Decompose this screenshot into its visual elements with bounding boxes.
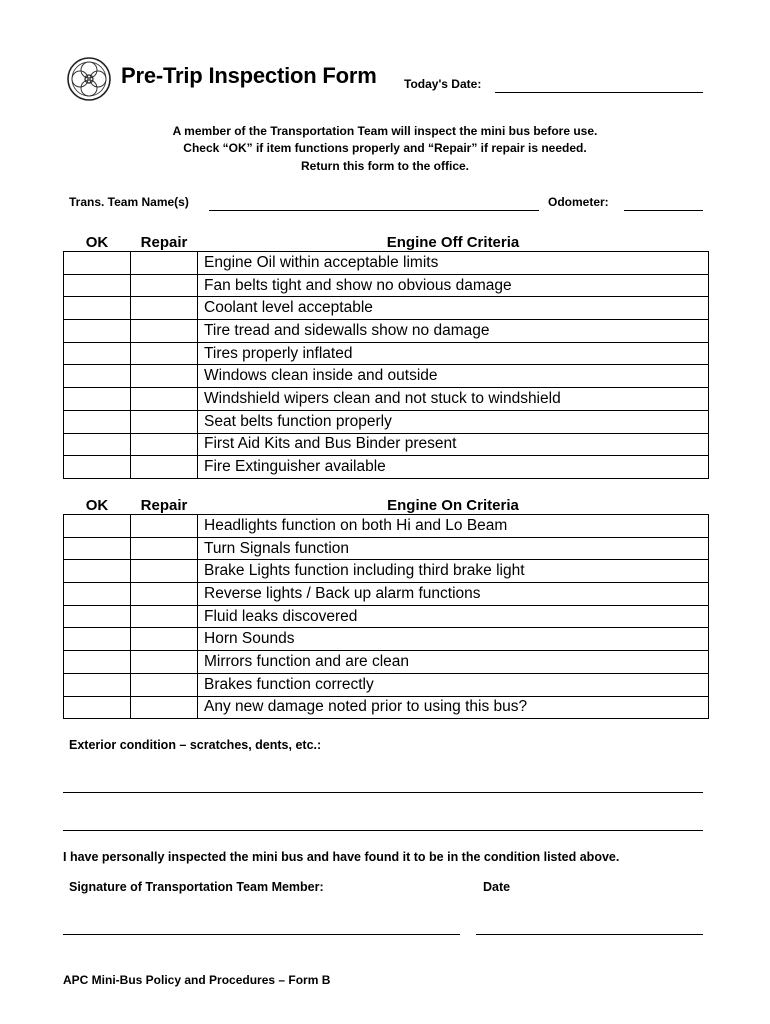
form-footer: APC Mini-Bus Policy and Procedures – Form B <box>63 973 331 987</box>
criteria-item: Engine Oil within acceptable limits <box>198 252 709 275</box>
ok-checkbox[interactable] <box>64 365 131 388</box>
repair-checkbox[interactable] <box>131 673 198 696</box>
form-title: Pre-Trip Inspection Form <box>121 63 377 88</box>
table-row <box>64 605 709 628</box>
exterior-condition-label: Exterior condition – scratches, dents, etc.: <box>69 738 322 752</box>
table-row <box>64 515 709 538</box>
ok-checkbox[interactable] <box>64 515 131 538</box>
repair-column-header: Repair <box>140 234 188 251</box>
criteria-item: Reverse lights / Back up alarm functions <box>198 583 709 606</box>
table-row <box>64 342 709 365</box>
signature-label: Signature of Transportation Team Member: <box>69 880 324 894</box>
repair-checkbox[interactable] <box>131 388 198 411</box>
repair-checkbox[interactable] <box>131 410 198 433</box>
repair-checkbox[interactable] <box>131 605 198 628</box>
ok-checkbox[interactable] <box>64 605 131 628</box>
ok-checkbox[interactable] <box>64 456 131 479</box>
criteria-item: Fluid leaks discovered <box>198 605 709 628</box>
instruction-line-2: Check “OK” if item functions properly and “Repair” if repair is needed. <box>183 141 587 155</box>
odometer-field[interactable] <box>624 210 703 211</box>
table-row <box>64 673 709 696</box>
table-row <box>64 433 709 456</box>
ok-checkbox[interactable] <box>64 252 131 275</box>
criteria-item: Tires properly inflated <box>198 342 709 365</box>
criteria-item: Seat belts function properly <box>198 410 709 433</box>
instruction-line-3: Return this form to the office. <box>301 159 469 173</box>
table-row <box>64 651 709 674</box>
repair-checkbox[interactable] <box>131 433 198 456</box>
repair-checkbox[interactable] <box>131 297 198 320</box>
repair-checkbox[interactable] <box>131 696 198 719</box>
ok-checkbox[interactable] <box>64 651 131 674</box>
repair-column-header: Repair <box>140 497 188 514</box>
criteria-item: Fire Extinguisher available <box>198 456 709 479</box>
ok-checkbox[interactable] <box>64 297 131 320</box>
ok-checkbox[interactable] <box>64 274 131 297</box>
criteria-item: Windows clean inside and outside <box>198 365 709 388</box>
engine-on-table <box>63 494 709 719</box>
repair-checkbox[interactable] <box>131 537 198 560</box>
table-row <box>64 365 709 388</box>
ok-column-header: OK <box>85 234 109 251</box>
ok-checkbox[interactable] <box>64 537 131 560</box>
signature-date-field[interactable] <box>476 934 703 935</box>
repair-checkbox[interactable] <box>131 320 198 343</box>
table-row <box>64 696 709 719</box>
ok-column-header: OK <box>85 497 109 514</box>
team-name-label: Trans. Team Name(s) <box>69 195 189 209</box>
table-row <box>64 537 709 560</box>
ok-checkbox[interactable] <box>64 560 131 583</box>
todays-date-field[interactable] <box>495 92 703 93</box>
table-row <box>64 456 709 479</box>
repair-checkbox[interactable] <box>131 456 198 479</box>
criteria-item: Any new damage noted prior to using this bus? <box>198 696 709 719</box>
criteria-item: Windshield wipers clean and not stuck to windshield <box>198 388 709 411</box>
criteria-item: Mirrors function and are clean <box>198 651 709 674</box>
repair-checkbox[interactable] <box>131 628 198 651</box>
ok-checkbox[interactable] <box>64 696 131 719</box>
exterior-condition-line-1[interactable] <box>63 792 703 793</box>
table-row <box>64 320 709 343</box>
ok-checkbox[interactable] <box>64 628 131 651</box>
ok-checkbox[interactable] <box>64 433 131 456</box>
criteria-item: Horn Sounds <box>198 628 709 651</box>
ok-checkbox[interactable] <box>64 673 131 696</box>
repair-checkbox[interactable] <box>131 342 198 365</box>
table-row <box>64 252 709 275</box>
criteria-item: Turn Signals function <box>198 537 709 560</box>
team-name-field[interactable] <box>209 210 539 211</box>
ok-checkbox[interactable] <box>64 388 131 411</box>
instruction-line-1: A member of the Transportation Team will inspect the mini bus before use. <box>172 124 598 138</box>
ok-checkbox[interactable] <box>64 342 131 365</box>
signature-field[interactable] <box>63 934 460 935</box>
table-row <box>64 297 709 320</box>
criteria-item: Fan belts tight and show no obvious damage <box>198 274 709 297</box>
engine-off-table <box>63 231 709 479</box>
exterior-condition-line-2[interactable] <box>63 830 703 831</box>
organization-logo-icon <box>66 56 112 102</box>
ok-checkbox[interactable] <box>64 320 131 343</box>
engine-off-criteria-header: Engine Off Criteria <box>386 234 520 251</box>
repair-checkbox[interactable] <box>131 274 198 297</box>
criteria-item: Headlights function on both Hi and Lo Beam <box>198 515 709 538</box>
table-row <box>64 388 709 411</box>
repair-checkbox[interactable] <box>131 651 198 674</box>
repair-checkbox[interactable] <box>131 252 198 275</box>
criteria-item: Coolant level acceptable <box>198 297 709 320</box>
criteria-item: First Aid Kits and Bus Binder present <box>198 433 709 456</box>
signature-date-label: Date <box>483 880 511 894</box>
certification-statement: I have personally inspected the mini bus and have found it to be in the condition listed above. <box>63 850 620 864</box>
ok-checkbox[interactable] <box>64 410 131 433</box>
criteria-item: Brakes function correctly <box>198 673 709 696</box>
todays-date-label: Today's Date: <box>404 77 482 91</box>
criteria-item: Brake Lights function including third brake light <box>198 560 709 583</box>
table-row <box>64 583 709 606</box>
table-row <box>64 628 709 651</box>
odometer-label: Odometer: <box>548 195 609 209</box>
repair-checkbox[interactable] <box>131 583 198 606</box>
repair-checkbox[interactable] <box>131 365 198 388</box>
ok-checkbox[interactable] <box>64 583 131 606</box>
table-row <box>64 410 709 433</box>
engine-on-criteria-header: Engine On Criteria <box>387 497 519 514</box>
repair-checkbox[interactable] <box>131 560 198 583</box>
criteria-item: Tire tread and sidewalls show no damage <box>198 320 709 343</box>
table-row <box>64 274 709 297</box>
table-row <box>64 560 709 583</box>
repair-checkbox[interactable] <box>131 515 198 538</box>
